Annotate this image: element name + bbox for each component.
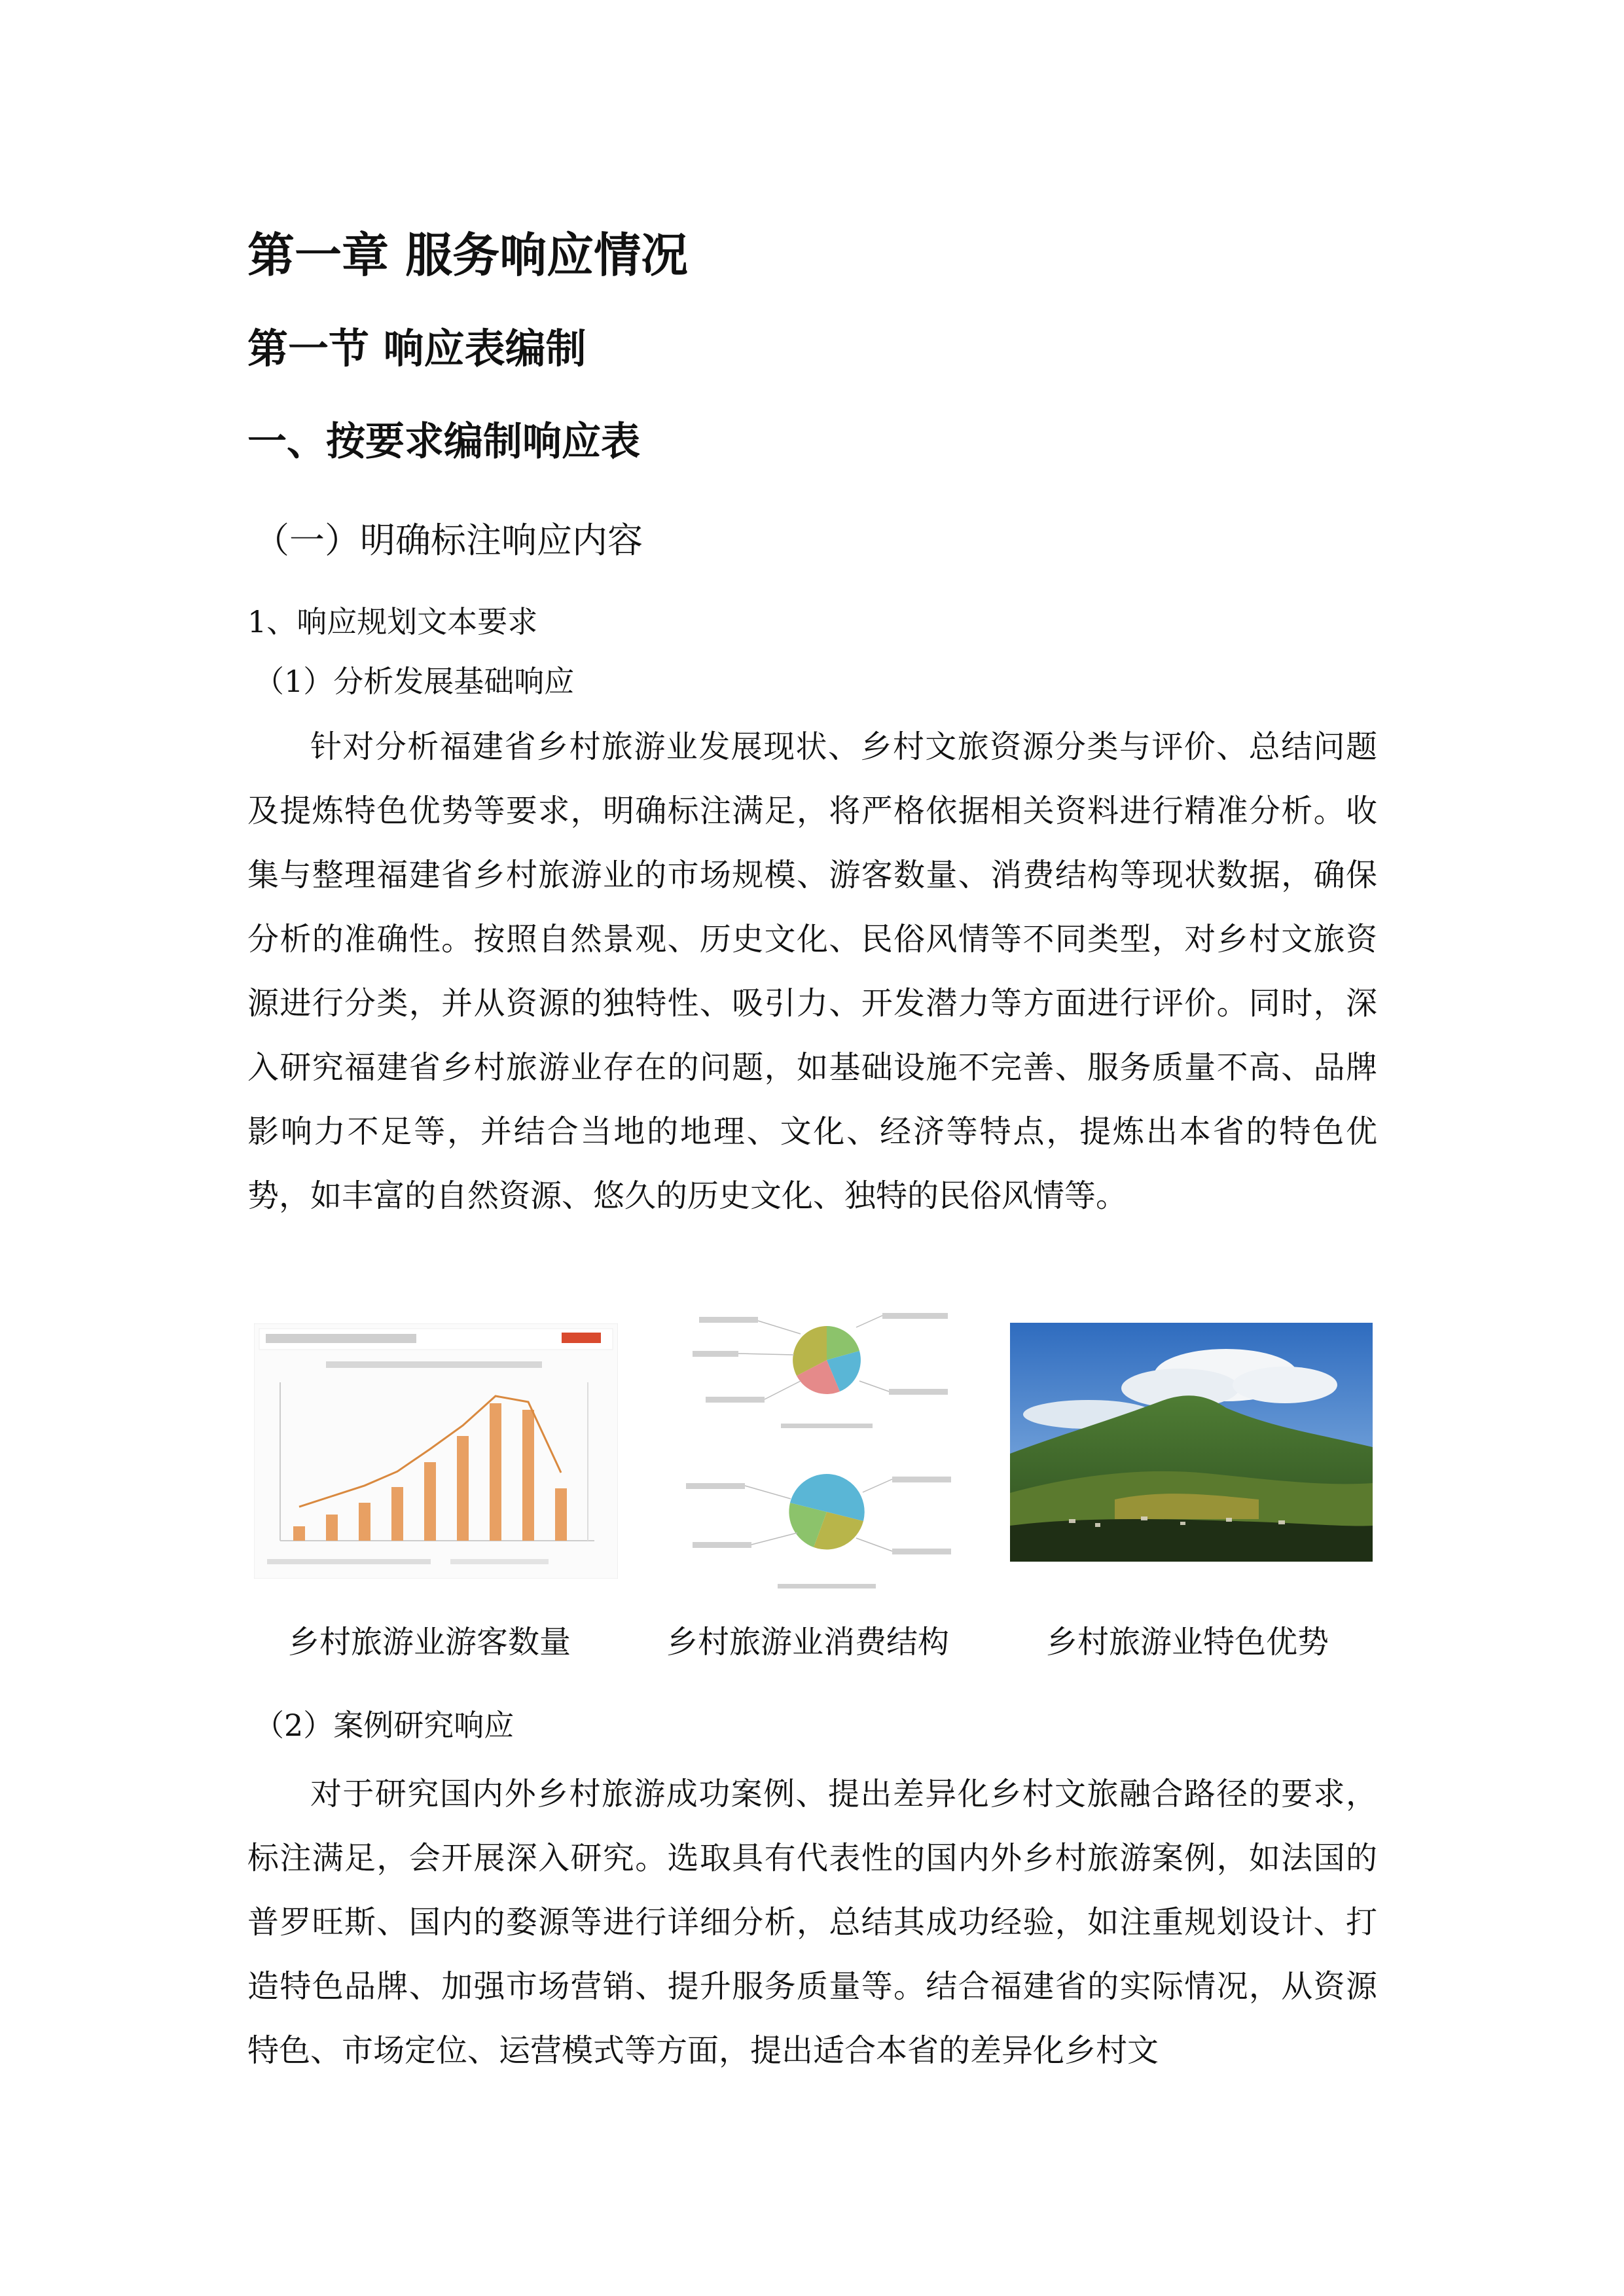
sub-point-title-2: （2）案例研究响应	[254, 1708, 514, 1743]
sub-point-title-1: （1）分析发展基础响应	[254, 664, 575, 699]
image-bar	[326, 1515, 338, 1541]
paragraph-development-basis: 针对分析福建省乡村旅游业发展现状、乡村文旅资源分类与评价、总结问题及提炼特色优势等要求，明确标注满足，将严格依据相关资料进行精准分析。收集与整理福建省乡村旅游业的市场规模、游客数量、消费结构等现状数据，确保分析的准确性。按照自然景观、历史文化、民俗风情等不同类型，对乡村文旅资源进行分类，并从资源的独特性、吸引力、开发潜力等方面进行评价。同时，深入研究福建省乡村旅游业存在的问题，如基础设施不完善、服务质量不高、品牌影响力不足等，并结合当地的地理、文化、经济等特点，提炼出本省的特色优势，如丰富的自然资源、悠久的历史文化、独特的民俗风情等。	[247, 728, 1377, 1214]
image-bar	[490, 1403, 501, 1541]
consumption-structure-pies-image	[666, 1289, 987, 1602]
paragraph-case-study: 对于研究国内外乡村旅游成功案例、提出差异化乡村文旅融合路径的要求，标注满足，会开展深入研究。选取具有代表性的国内外乡村旅游案例，如法国的普罗旺斯、国内的婺源等进行详细分析，总结其成功经验，如注重规划设计、打造特色品牌、加强市场营销、提升服务质量等。结合福建省的实际情况，从资源特色、市场定位、运营模式等方面，提出适合本省的差异化乡村文	[247, 1776, 1377, 2069]
image-bar	[293, 1526, 305, 1541]
logo-mark	[562, 1333, 601, 1343]
mountain-landscape-photo	[1010, 1323, 1373, 1562]
point-title: 1、响应规划文本要求	[247, 604, 538, 639]
subsection-title: 一、按要求编制响应表	[247, 419, 640, 465]
image-bar	[522, 1410, 534, 1541]
image-bar	[457, 1436, 469, 1541]
image-bar	[391, 1487, 403, 1541]
chapter-title: 第一章 服务响应情况	[247, 228, 689, 283]
image-bar	[424, 1462, 436, 1541]
caption-consumption-structure: 乡村旅游业消费结构	[666, 1624, 950, 1660]
caption-tourist-number: 乡村旅游业游客数量	[288, 1624, 571, 1660]
caption-feature-advantage: 乡村旅游业特色优势	[1046, 1624, 1329, 1660]
tourist-number-chart-image	[254, 1323, 618, 1579]
item-title: （一）明确标注响应内容	[254, 520, 643, 561]
image-bar	[555, 1488, 567, 1541]
section-title: 第一节 响应表编制	[247, 325, 586, 372]
image-bar	[359, 1503, 370, 1541]
